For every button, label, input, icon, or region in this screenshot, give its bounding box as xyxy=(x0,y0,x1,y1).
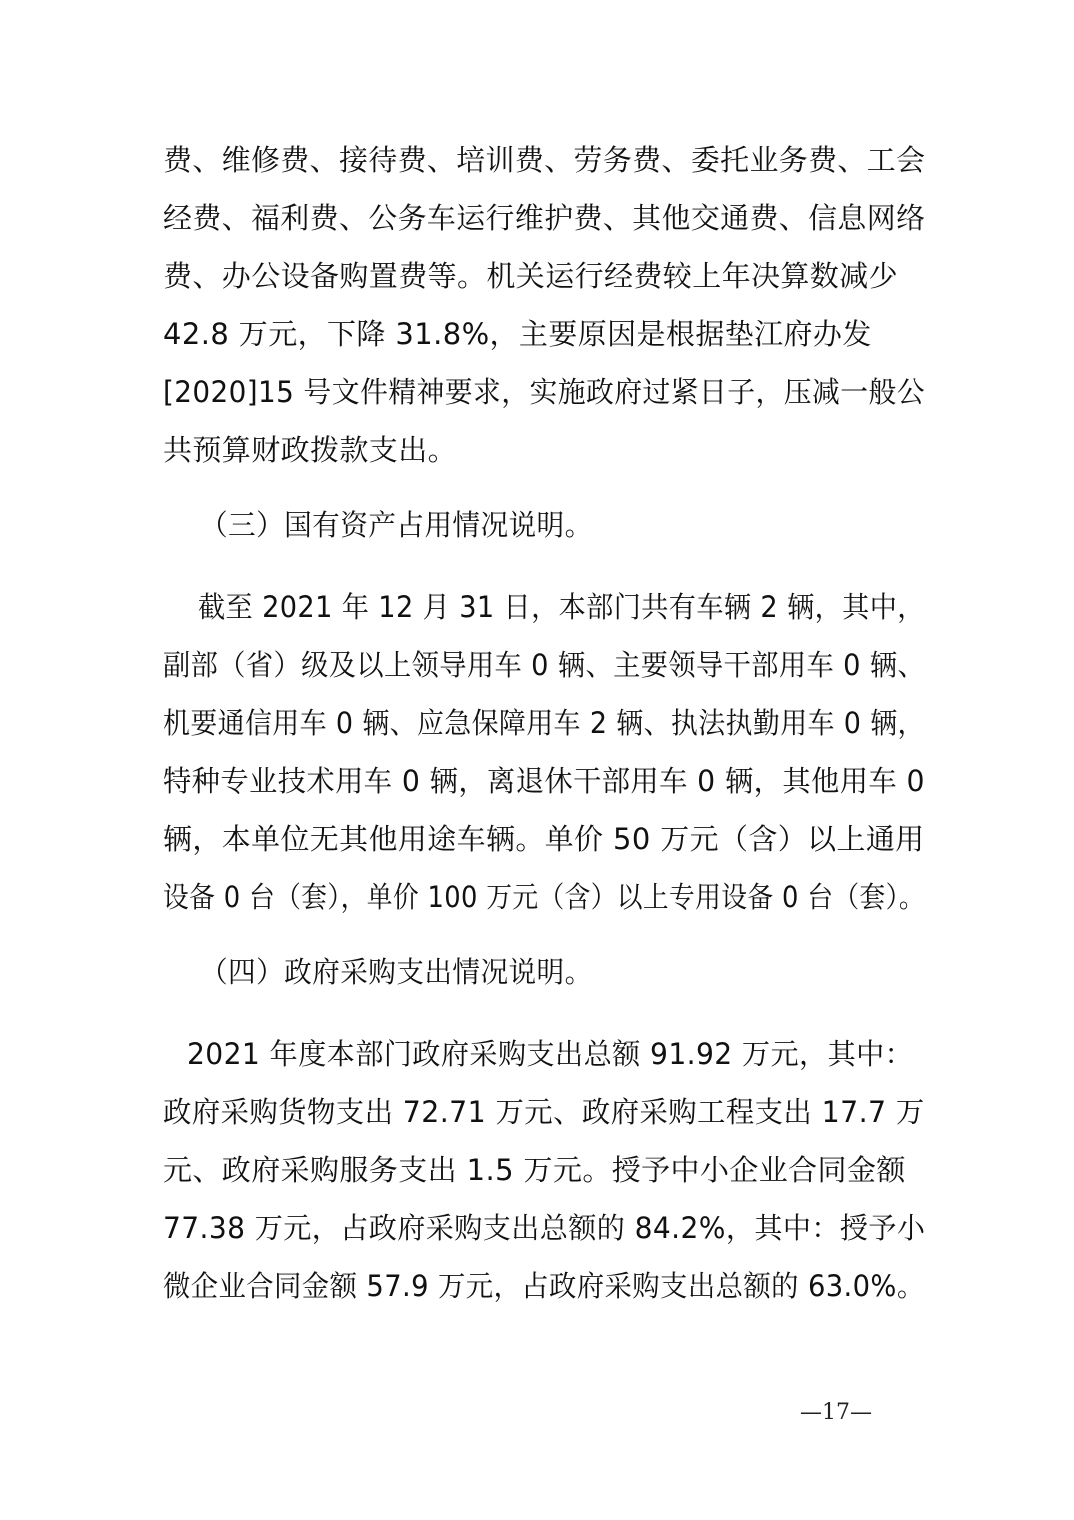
text-line: 共预算财政拨款支出。 xyxy=(163,433,458,467)
text-line: 副部（省）级及以上领导用车 0 辆、主要领导干部用车 0 辆、 xyxy=(163,648,926,682)
page-number: —17— xyxy=(800,1400,872,1425)
text-line: 政府采购货物支出 72.71 万元、政府采购工程支出 17.7 万 xyxy=(163,1095,925,1129)
text-line: 费、办公设备购置费等。机关运行经费较上年决算数减少 xyxy=(163,259,899,293)
section-heading-procurement: （四）政府采购支出情况说明。 xyxy=(200,955,593,989)
text-line: 特种专业技术用车 0 辆，离退休干部用车 0 辆，其他用车 0 xyxy=(163,764,925,798)
text-line: [2020]15 号文件精神要求，实施政府过紧日子，压减一般公 xyxy=(163,375,925,409)
text-line: 经费、福利费、公务车运行维护费、其他交通费、信息网络 xyxy=(163,201,926,235)
text-line: 辆，本单位无其他用途车辆。单价 50 万元（含）以上通用 xyxy=(163,822,925,856)
text-line: 设备 0 台（套），单价 100 万元（含）以上专用设备 0 台（套）。 xyxy=(163,880,925,914)
text-line: 42.8 万元，下降 31.8%，主要原因是根据垫江府办发 xyxy=(163,317,872,351)
text-line: 2021 年度本部门政府采购支出总额 91.92 万元，其中： xyxy=(187,1037,914,1071)
section-heading-state-assets: （三）国有资产占用情况说明。 xyxy=(200,508,593,542)
text-line: 费、维修费、接待费、培训费、劳务费、委托业务费、工会 xyxy=(163,143,926,177)
text-line: 机要通信用车 0 辆、应急保障用车 2 辆、执法执勤用车 0 辆， xyxy=(163,706,925,740)
text-line: 截至 2021 年 12 月 31 日，本部门共有车辆 2 辆，其中， xyxy=(198,590,925,624)
text-line: 77.38 万元，占政府采购支出总额的 84.2%，其中：授予小 xyxy=(163,1211,926,1245)
text-line: 微企业合同金额 57.9 万元，占政府采购支出总额的 63.0%。 xyxy=(163,1269,925,1303)
text-line: 元、政府采购服务支出 1.5 万元。授予中小企业合同金额 xyxy=(163,1153,906,1187)
